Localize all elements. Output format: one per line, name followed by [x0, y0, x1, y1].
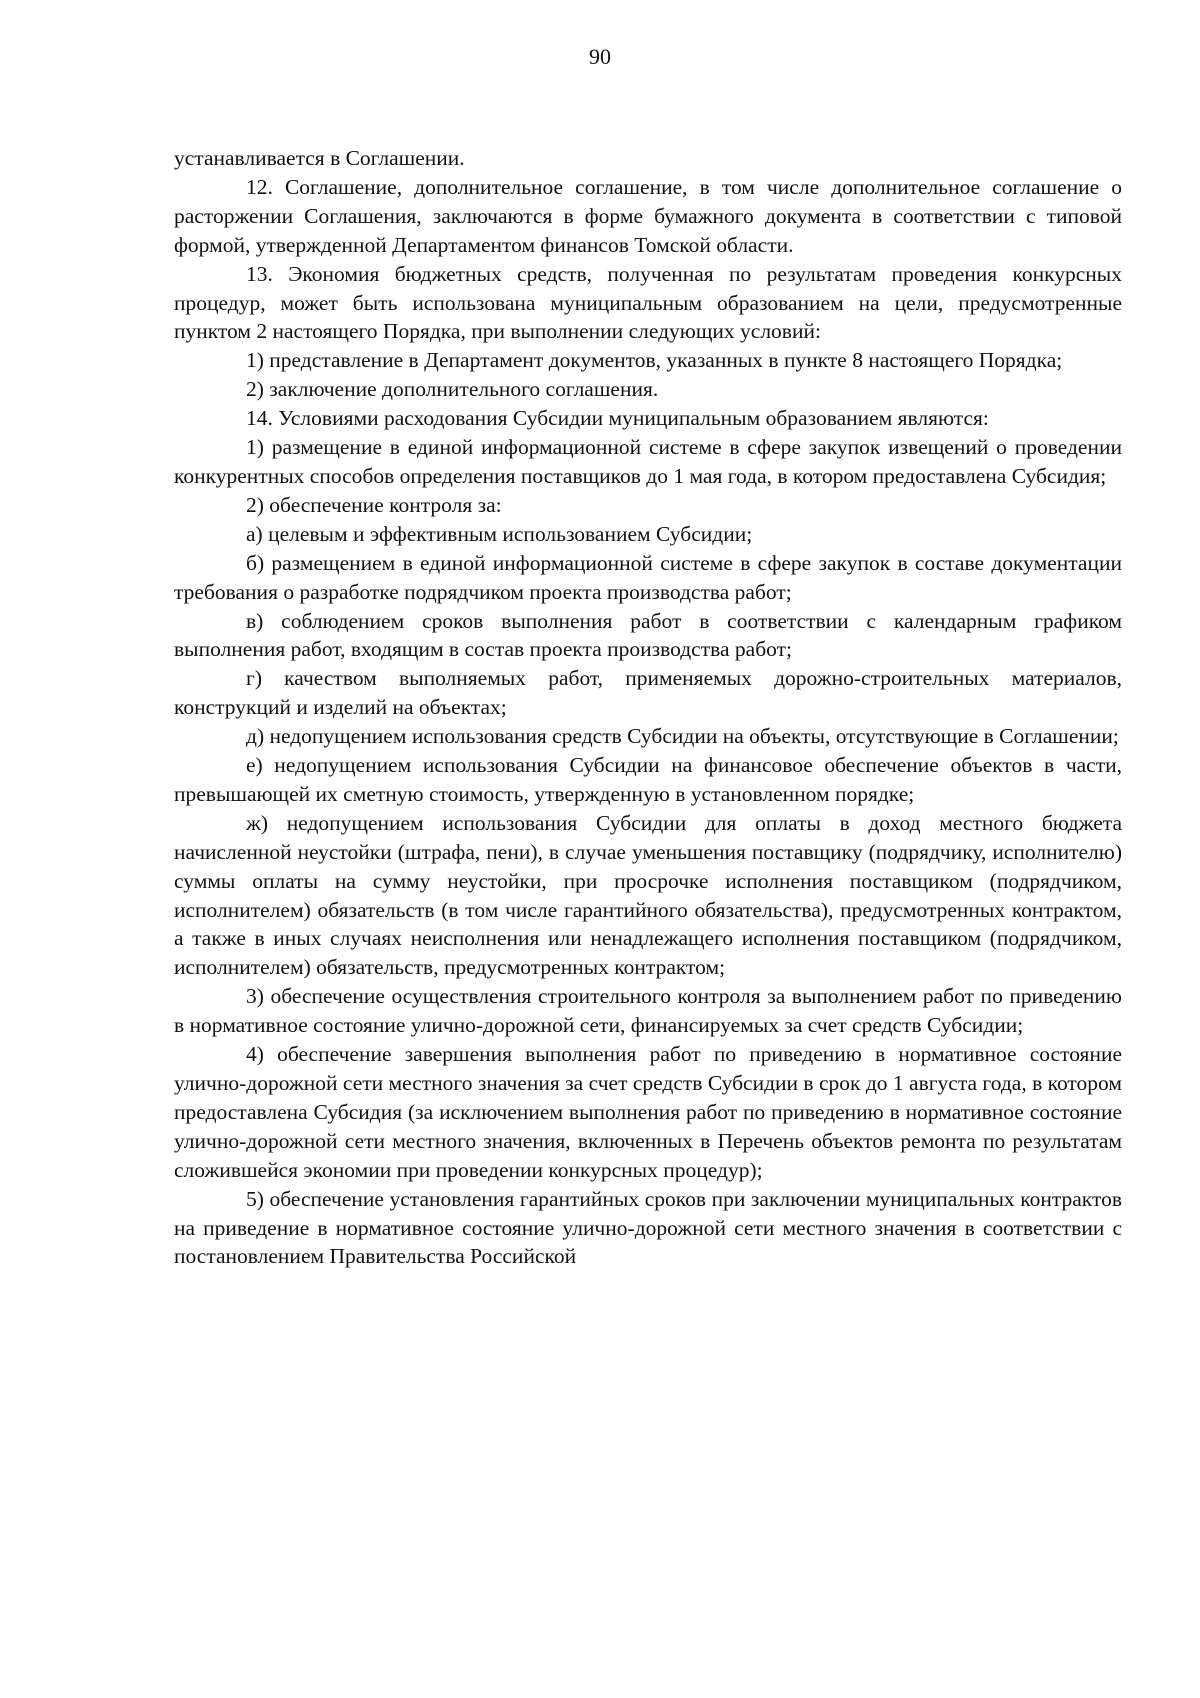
paragraph: д) недопущением использования средств Субсидии на объекты, отсутствующие в Соглашении; [246, 724, 1119, 749]
paragraph: б) размещением в единой информационной системе в сфере закупок в составе документации требования о разработке подрядчиком проекта производства работ; [174, 550, 1122, 604]
paragraph: 2) обеспечение контроля за: [246, 492, 502, 517]
paragraph: 4) обеспечение завершения выполнения работ по приведению в нормативное состояние улично-дорожной сети местного значения за счет средств Субсидии в срок до 1 августа года, в котором предоставлена Субсидия (за исключением выполнения работ по приведению в нормативное состояние улично-дорожной сети местного значения, включенных в Перечень объектов ремонта по результатам сложившейся экономии при проведении конкурсных процедур); [174, 1042, 1122, 1182]
paragraph: устанавливается в Соглашении. [174, 146, 465, 170]
page-number: 90 [589, 44, 611, 69]
paragraph: 1) размещение в единой информационной системе в сфере закупок извещений о проведении конкурентных способов определения поставщиков до 1 мая года, в котором предоставлена Субсидия; [174, 435, 1122, 488]
paragraph: е) недопущением использования Субсидии на финансовое обеспечение объектов в части, превышающей их сметную стоимость, утвержденную в установленном порядке; [174, 753, 1122, 806]
document-body [174, 144, 1122, 1271]
paragraph: 3) обеспечение осуществления строительного контроля за выполнением работ по приведению в нормативное состояние улично-дорожной сети, финансируемых за счет средств Субсидии; [174, 984, 1122, 1038]
paragraph: в) соблюдением сроков выполнения работ в соответствии с календарным графиком выполнения работ, входящим в состав проекта производства работ; [174, 608, 1122, 662]
paragraph: а) целевым и эффективным использованием Субсидии; [246, 521, 753, 546]
paragraph: 13. Экономия бюджетных средств, полученная по результатам проведения конкурсных процедур, может быть использована муниципальным образованием на цели, предусмотренные пунктом 2 настоящего Порядка, при выполнении следующих условий: [174, 261, 1122, 344]
paragraph: г) качеством выполняемых работ, применяемых дорожно-строительных материалов, конструкций и изделий на объектах; [174, 666, 1122, 720]
paragraph: 5) обеспечение установления гарантийных сроков при заключении муниципальных контрактов на приведение в нормативное состояние улично-дорожной сети местного значения в соответствии с постановлением Правительства Российской [174, 1186, 1122, 1269]
paragraph: ж) недопущением использования Субсидии для оплаты в доход местного бюджета начисленной неустойки (штрафа, пени), в случае уменьшения поставщику (подрядчику, исполнителю) суммы оплаты на сумму неустойки, при просрочке исполнения поставщиком (подрядчиком, исполнителем) обязательств (в том числе гарантийного обязательства), предусмотренных контрактом, а также в иных случаях неисполнения или ненадлежащего исполнения поставщиком (подрядчиком, исполнителем) обязательств, предусмотренных контрактом; [174, 810, 1122, 980]
paragraph: 1) представление в Департамент документов, указанных в пункте 8 настоящего Порядка; [246, 348, 1063, 373]
paragraph: 14. Условиями расходования Субсидии муниципальным образованием являются: [246, 406, 989, 431]
paragraph: 12. Соглашение, дополнительное соглашение, в том числе дополнительное соглашение о расторжении Соглашения, заключаются в форме бумажного документа в соответствии с типовой формой, утвержденной Департаментом финансов Томской области. [174, 174, 1122, 257]
paragraph: 2) заключение дополнительного соглашения. [246, 377, 659, 402]
